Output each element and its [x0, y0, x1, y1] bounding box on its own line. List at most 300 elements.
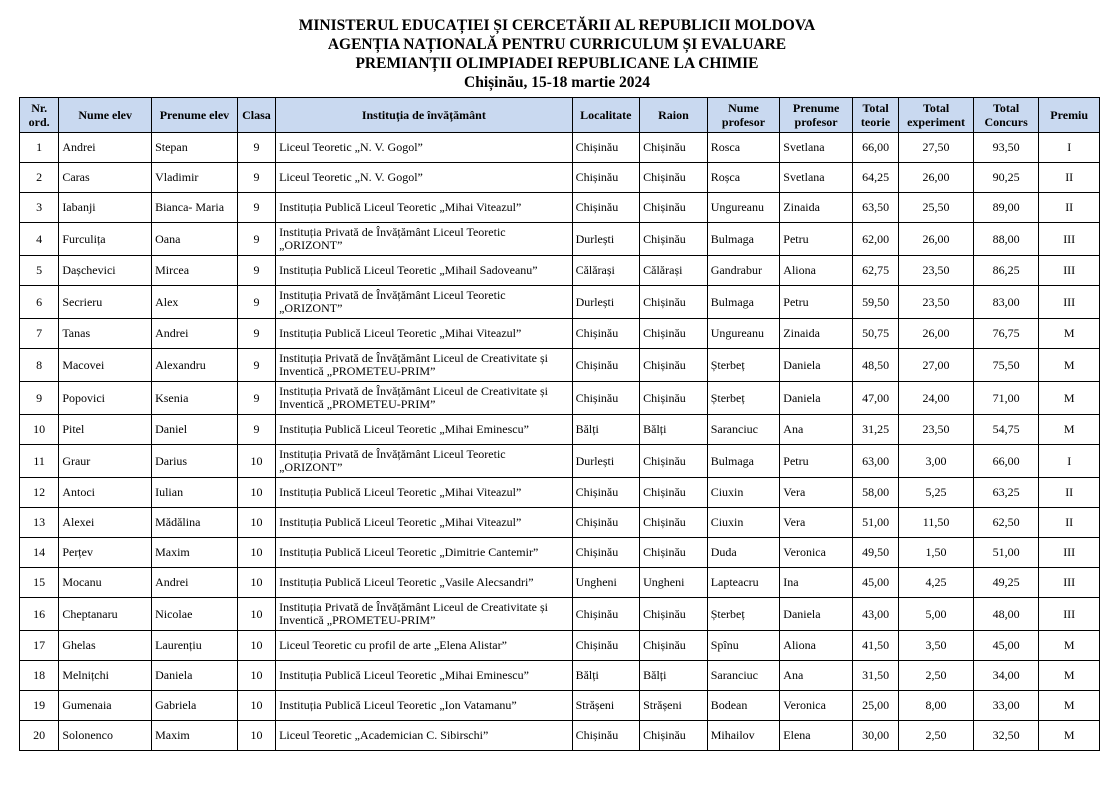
table-row [20, 133, 1100, 163]
cell-nume-elev: Solonenco [59, 721, 152, 751]
cell-total-experiment: 1,50 [899, 538, 974, 568]
table-row [20, 193, 1100, 223]
cell-total-concurs: 89,00 [973, 193, 1039, 223]
cell-clasa: 10 [237, 598, 275, 631]
cell-prenume-profesor: Daniela [780, 598, 853, 631]
cell-raion: Chișinău [640, 478, 708, 508]
cell-nr-ord: 9 [20, 382, 59, 415]
cell-total-experiment: 5,25 [899, 478, 974, 508]
cell-prenume-profesor: Daniela [780, 349, 853, 382]
cell-nume-profesor: Duda [707, 538, 780, 568]
cell-nume-profesor: Rosca [707, 133, 780, 163]
cell-raion: Chișinău [640, 721, 708, 751]
cell-nr-ord: 13 [20, 508, 59, 538]
cell-institutie: Instituția Publică Liceul Teoretic „Mihai Eminescu” [276, 661, 572, 691]
cell-prenume-elev: Oana [152, 223, 238, 256]
cell-total-concurs: 34,00 [973, 661, 1039, 691]
cell-localitate: Bălți [572, 415, 640, 445]
cell-nume-profesor: Bulmaga [707, 223, 780, 256]
cell-nr-ord: 5 [20, 256, 59, 286]
cell-localitate: Călărași [572, 256, 640, 286]
header-nume-elev: Nume elev [59, 98, 152, 133]
cell-total-experiment: 24,00 [899, 382, 974, 415]
table-row [20, 445, 1100, 478]
cell-clasa: 9 [237, 256, 275, 286]
cell-total-teorie: 62,00 [852, 223, 898, 256]
cell-raion: Chișinău [640, 445, 708, 478]
cell-prenume-profesor: Petru [780, 445, 853, 478]
cell-total-teorie: 48,50 [852, 349, 898, 382]
cell-clasa: 9 [237, 349, 275, 382]
cell-nume-elev: Tanas [59, 319, 152, 349]
cell-premiu: III [1039, 256, 1100, 286]
cell-nume-elev: Antoci [59, 478, 152, 508]
cell-institutie: Instituția Publică Liceul Teoretic „Mihai Viteazul” [276, 193, 572, 223]
cell-nr-ord: 3 [20, 193, 59, 223]
cell-total-concurs: 45,00 [973, 631, 1039, 661]
cell-total-teorie: 47,00 [852, 382, 898, 415]
cell-prenume-profesor: Aliona [780, 256, 853, 286]
cell-total-concurs: 75,50 [973, 349, 1039, 382]
table-row [20, 598, 1100, 631]
cell-total-teorie: 51,00 [852, 508, 898, 538]
cell-total-concurs: 49,25 [973, 568, 1039, 598]
cell-premiu: I [1039, 133, 1100, 163]
cell-clasa: 10 [237, 478, 275, 508]
cell-nr-ord: 17 [20, 631, 59, 661]
cell-nume-profesor: Șterbeț [707, 382, 780, 415]
cell-nume-profesor: Șterbeț [707, 349, 780, 382]
cell-institutie: Instituția Privată de Învățământ Liceul de Creativitate și Inventică „PROMETEU-PRIM” [276, 598, 572, 631]
cell-prenume-profesor: Elena [780, 721, 853, 751]
laureates-table [19, 97, 1100, 751]
cell-premiu: III [1039, 538, 1100, 568]
cell-nume-elev: Pitel [59, 415, 152, 445]
cell-prenume-profesor: Vera [780, 478, 853, 508]
cell-prenume-profesor: Aliona [780, 631, 853, 661]
cell-total-concurs: 32,50 [973, 721, 1039, 751]
cell-total-concurs: 66,00 [973, 445, 1039, 478]
cell-prenume-elev: Mircea [152, 256, 238, 286]
cell-total-teorie: 25,00 [852, 691, 898, 721]
cell-nume-profesor: Saranciuc [707, 415, 780, 445]
cell-localitate: Chișinău [572, 319, 640, 349]
cell-prenume-elev: Vladimir [152, 163, 238, 193]
header-prenume-profesor: Prenume profesor [780, 98, 853, 133]
cell-localitate: Chișinău [572, 538, 640, 568]
cell-localitate: Chișinău [572, 508, 640, 538]
cell-clasa: 9 [237, 319, 275, 349]
cell-total-experiment: 5,00 [899, 598, 974, 631]
cell-total-experiment: 3,00 [899, 445, 974, 478]
cell-clasa: 9 [237, 382, 275, 415]
cell-total-teorie: 41,50 [852, 631, 898, 661]
cell-clasa: 10 [237, 661, 275, 691]
table-row [20, 349, 1100, 382]
cell-clasa: 9 [237, 223, 275, 256]
cell-nume-profesor: Spînu [707, 631, 780, 661]
cell-prenume-profesor: Petru [780, 286, 853, 319]
cell-institutie: Instituția Publică Liceul Teoretic „Mihai Viteazul” [276, 319, 572, 349]
cell-nume-profesor: Mihailov [707, 721, 780, 751]
cell-total-teorie: 63,00 [852, 445, 898, 478]
cell-nr-ord: 15 [20, 568, 59, 598]
cell-nume-profesor: Ungureanu [707, 319, 780, 349]
cell-nume-profesor: Bulmaga [707, 445, 780, 478]
header-total-teorie: Total teorie [852, 98, 898, 133]
header-clasa: Clasa [237, 98, 275, 133]
cell-localitate: Durlești [572, 286, 640, 319]
cell-clasa: 10 [237, 445, 275, 478]
cell-prenume-elev: Andrei [152, 568, 238, 598]
cell-total-teorie: 31,50 [852, 661, 898, 691]
cell-raion: Bălți [640, 415, 708, 445]
cell-total-teorie: 43,00 [852, 598, 898, 631]
cell-nume-profesor: Ciuxin [707, 508, 780, 538]
cell-prenume-elev: Daniel [152, 415, 238, 445]
cell-total-concurs: 93,50 [973, 133, 1039, 163]
cell-total-teorie: 59,50 [852, 286, 898, 319]
cell-total-experiment: 4,25 [899, 568, 974, 598]
cell-total-experiment: 2,50 [899, 661, 974, 691]
table-row [20, 508, 1100, 538]
table-row [20, 661, 1100, 691]
cell-nr-ord: 2 [20, 163, 59, 193]
cell-total-concurs: 88,00 [973, 223, 1039, 256]
cell-raion: Chișinău [640, 223, 708, 256]
cell-prenume-elev: Darius [152, 445, 238, 478]
cell-total-teorie: 66,00 [852, 133, 898, 163]
cell-institutie: Instituția Publică Liceul Teoretic „Mihai Eminescu” [276, 415, 572, 445]
cell-nume-elev: Dașchevici [59, 256, 152, 286]
cell-institutie: Instituția Privată de Învățământ Liceul de Creativitate și Inventică „PROMETEU-PRIM” [276, 349, 572, 382]
cell-nume-profesor: Ciuxin [707, 478, 780, 508]
cell-total-concurs: 48,00 [973, 598, 1039, 631]
cell-nr-ord: 20 [20, 721, 59, 751]
cell-raion: Chișinău [640, 286, 708, 319]
cell-localitate: Bălți [572, 661, 640, 691]
cell-localitate: Chișinău [572, 382, 640, 415]
cell-institutie: Instituția Privată de Învățământ Liceul Teoretic „ORIZONT” [276, 445, 572, 478]
cell-premiu: I [1039, 445, 1100, 478]
header-institutie: Instituția de învățământ [276, 98, 572, 133]
table-row [20, 223, 1100, 256]
cell-premiu: M [1039, 631, 1100, 661]
cell-institutie: Liceul Teoretic cu profil de arte „Elena Alistar” [276, 631, 572, 661]
cell-nume-elev: Caras [59, 163, 152, 193]
cell-raion: Strășeni [640, 691, 708, 721]
cell-raion: Bălți [640, 661, 708, 691]
cell-nume-elev: Graur [59, 445, 152, 478]
cell-institutie: Liceul Teoretic „N. V. Gogol” [276, 163, 572, 193]
cell-total-teorie: 50,75 [852, 319, 898, 349]
cell-nume-elev: Secrieru [59, 286, 152, 319]
table-row [20, 382, 1100, 415]
cell-total-teorie: 45,00 [852, 568, 898, 598]
header-total-concurs: Total Concurs [973, 98, 1039, 133]
cell-total-teorie: 63,50 [852, 193, 898, 223]
cell-total-teorie: 58,00 [852, 478, 898, 508]
cell-nr-ord: 16 [20, 598, 59, 631]
cell-raion: Chișinău [640, 163, 708, 193]
cell-raion: Chișinău [640, 631, 708, 661]
cell-localitate: Chișinău [572, 478, 640, 508]
cell-prenume-elev: Gabriela [152, 691, 238, 721]
cell-localitate: Durlești [572, 445, 640, 478]
cell-prenume-profesor: Petru [780, 223, 853, 256]
cell-total-teorie: 30,00 [852, 721, 898, 751]
table-row [20, 319, 1100, 349]
cell-nume-elev: Alexei [59, 508, 152, 538]
cell-clasa: 10 [237, 631, 275, 661]
cell-clasa: 9 [237, 193, 275, 223]
cell-localitate: Chișinău [572, 349, 640, 382]
cell-nr-ord: 11 [20, 445, 59, 478]
header-nume-profesor: Nume profesor [707, 98, 780, 133]
cell-total-experiment: 8,00 [899, 691, 974, 721]
cell-localitate: Chișinău [572, 721, 640, 751]
table-row [20, 415, 1100, 445]
cell-raion: Chișinău [640, 319, 708, 349]
cell-clasa: 10 [237, 508, 275, 538]
cell-total-concurs: 51,00 [973, 538, 1039, 568]
table-body [20, 133, 1100, 751]
cell-prenume-elev: Laurențiu [152, 631, 238, 661]
cell-nume-profesor: Șterbeț [707, 598, 780, 631]
cell-total-concurs: 33,00 [973, 691, 1039, 721]
cell-total-experiment: 25,50 [899, 193, 974, 223]
table-row [20, 691, 1100, 721]
cell-institutie: Instituția Privată de Învățământ Liceul Teoretic „ORIZONT” [276, 286, 572, 319]
cell-total-experiment: 26,00 [899, 163, 974, 193]
cell-premiu: M [1039, 721, 1100, 751]
cell-premiu: III [1039, 286, 1100, 319]
cell-prenume-profesor: Daniela [780, 382, 853, 415]
cell-nr-ord: 7 [20, 319, 59, 349]
table-row [20, 478, 1100, 508]
cell-total-experiment: 26,00 [899, 319, 974, 349]
cell-prenume-profesor: Veronica [780, 691, 853, 721]
cell-localitate: Chișinău [572, 598, 640, 631]
cell-raion: Chișinău [640, 508, 708, 538]
cell-institutie: Instituția Privată de Învățământ Liceul Teoretic „ORIZONT” [276, 223, 572, 256]
cell-premiu: M [1039, 349, 1100, 382]
cell-nume-profesor: Saranciuc [707, 661, 780, 691]
cell-raion: Ungheni [640, 568, 708, 598]
ministry-title: MINISTERUL EDUCAȚIEI ȘI CERCETĂRII AL REPUBLICII MOLDOVA [298, 17, 816, 34]
cell-clasa: 9 [237, 415, 275, 445]
cell-clasa: 10 [237, 691, 275, 721]
cell-institutie: Instituția Publică Liceul Teoretic „Vasile Alecsandri” [276, 568, 572, 598]
cell-nume-elev: Perțev [59, 538, 152, 568]
cell-localitate: Ungheni [572, 568, 640, 598]
cell-total-experiment: 23,50 [899, 415, 974, 445]
cell-prenume-profesor: Ana [780, 415, 853, 445]
table-row [20, 631, 1100, 661]
header-raion: Raion [640, 98, 708, 133]
cell-nume-elev: Iabanji [59, 193, 152, 223]
cell-localitate: Chișinău [572, 193, 640, 223]
cell-prenume-elev: Ksenia [152, 382, 238, 415]
cell-raion: Chișinău [640, 598, 708, 631]
cell-nume-profesor: Gandrabur [707, 256, 780, 286]
cell-nr-ord: 1 [20, 133, 59, 163]
cell-institutie: Instituția Publică Liceul Teoretic „Mihail Sadoveanu” [276, 256, 572, 286]
cell-raion: Chișinău [640, 349, 708, 382]
cell-prenume-profesor: Ina [780, 568, 853, 598]
cell-institutie: Instituția Publică Liceul Teoretic „Mihai Viteazul” [276, 478, 572, 508]
cell-premiu: II [1039, 508, 1100, 538]
cell-nume-elev: Furculița [59, 223, 152, 256]
cell-prenume-profesor: Svetlana [780, 133, 853, 163]
cell-nume-profesor: Roșca [707, 163, 780, 193]
cell-nr-ord: 19 [20, 691, 59, 721]
cell-nr-ord: 6 [20, 286, 59, 319]
cell-nr-ord: 10 [20, 415, 59, 445]
cell-prenume-profesor: Ana [780, 661, 853, 691]
cell-prenume-elev: Alexandru [152, 349, 238, 382]
cell-clasa: 10 [237, 568, 275, 598]
cell-total-concurs: 86,25 [973, 256, 1039, 286]
cell-nume-elev: Melnițchi [59, 661, 152, 691]
cell-nume-profesor: Ungureanu [707, 193, 780, 223]
cell-institutie: Instituția Privată de Învățământ Liceul de Creativitate și Inventică „PROMETEU-PRIM” [276, 382, 572, 415]
cell-total-experiment: 26,00 [899, 223, 974, 256]
header-total-experiment: Total experiment [899, 98, 974, 133]
table-row [20, 256, 1100, 286]
cell-localitate: Durlești [572, 223, 640, 256]
cell-localitate: Strășeni [572, 691, 640, 721]
cell-nume-elev: Macovei [59, 349, 152, 382]
cell-nr-ord: 8 [20, 349, 59, 382]
cell-total-experiment: 2,50 [899, 721, 974, 751]
cell-total-concurs: 71,00 [973, 382, 1039, 415]
cell-total-experiment: 23,50 [899, 256, 974, 286]
cell-total-concurs: 62,50 [973, 508, 1039, 538]
cell-prenume-elev: Nicolae [152, 598, 238, 631]
cell-premiu: II [1039, 478, 1100, 508]
cell-clasa: 9 [237, 133, 275, 163]
cell-prenume-elev: Maxim [152, 721, 238, 751]
cell-total-concurs: 63,25 [973, 478, 1039, 508]
cell-total-concurs: 83,00 [973, 286, 1039, 319]
cell-raion: Chișinău [640, 538, 708, 568]
cell-total-concurs: 90,25 [973, 163, 1039, 193]
cell-premiu: III [1039, 223, 1100, 256]
cell-total-teorie: 49,50 [852, 538, 898, 568]
cell-total-experiment: 27,50 [899, 133, 974, 163]
cell-nume-profesor: Lapteacru [707, 568, 780, 598]
cell-prenume-elev: Alex [152, 286, 238, 319]
cell-premiu: II [1039, 163, 1100, 193]
cell-prenume-elev: Iulian [152, 478, 238, 508]
olympiad-title: PREMIANȚII OLIMPIADEI REPUBLICANE LA CHIMIE [355, 55, 759, 72]
cell-premiu: M [1039, 691, 1100, 721]
cell-institutie: Instituția Publică Liceul Teoretic „Dimitrie Cantemir” [276, 538, 572, 568]
cell-prenume-profesor: Svetlana [780, 163, 853, 193]
cell-institutie: Liceul Teoretic „Academician C. Sibirschi” [276, 721, 572, 751]
cell-premiu: M [1039, 415, 1100, 445]
cell-premiu: M [1039, 661, 1100, 691]
table-row [20, 568, 1100, 598]
cell-clasa: 10 [237, 538, 275, 568]
header-localitate: Localitate [572, 98, 640, 133]
cell-prenume-profesor: Vera [780, 508, 853, 538]
cell-nr-ord: 12 [20, 478, 59, 508]
cell-nr-ord: 14 [20, 538, 59, 568]
cell-total-concurs: 76,75 [973, 319, 1039, 349]
cell-localitate: Chișinău [572, 133, 640, 163]
document-header [0, 16, 1114, 92]
cell-prenume-elev: Stepan [152, 133, 238, 163]
cell-premiu: II [1039, 193, 1100, 223]
cell-raion: Călărași [640, 256, 708, 286]
event-date-location: Chișinău, 15-18 martie 2024 [464, 74, 650, 91]
cell-clasa: 9 [237, 286, 275, 319]
cell-total-concurs: 54,75 [973, 415, 1039, 445]
cell-prenume-elev: Daniela [152, 661, 238, 691]
cell-total-teorie: 64,25 [852, 163, 898, 193]
cell-prenume-elev: Mădălina [152, 508, 238, 538]
cell-total-experiment: 3,50 [899, 631, 974, 661]
table-header-row [20, 98, 1100, 133]
table-row [20, 163, 1100, 193]
cell-nume-elev: Mocanu [59, 568, 152, 598]
cell-clasa: 10 [237, 721, 275, 751]
cell-nr-ord: 18 [20, 661, 59, 691]
cell-institutie: Instituția Publică Liceul Teoretic „Mihai Viteazul” [276, 508, 572, 538]
cell-total-experiment: 27,00 [899, 349, 974, 382]
cell-total-experiment: 11,50 [899, 508, 974, 538]
cell-localitate: Chișinău [572, 163, 640, 193]
cell-raion: Chișinău [640, 133, 708, 163]
cell-prenume-profesor: Zinaida [780, 319, 853, 349]
cell-nume-profesor: Bodean [707, 691, 780, 721]
header-nr-ord: Nr. ord. [20, 98, 59, 133]
cell-prenume-profesor: Zinaida [780, 193, 853, 223]
table-row [20, 538, 1100, 568]
cell-institutie: Instituția Publică Liceul Teoretic „Ion Vatamanu” [276, 691, 572, 721]
agency-title: AGENȚIA NAȚIONALĂ PENTRU CURRICULUM ȘI EVALUARE [327, 36, 787, 53]
cell-prenume-elev: Bianca- Maria [152, 193, 238, 223]
header-prenume-elev: Prenume elev [152, 98, 238, 133]
cell-nume-elev: Cheptanaru [59, 598, 152, 631]
cell-institutie: Liceul Teoretic „N. V. Gogol” [276, 133, 572, 163]
cell-total-teorie: 62,75 [852, 256, 898, 286]
cell-nume-elev: Andrei [59, 133, 152, 163]
cell-raion: Chișinău [640, 193, 708, 223]
cell-total-experiment: 23,50 [899, 286, 974, 319]
cell-nr-ord: 4 [20, 223, 59, 256]
cell-premiu: III [1039, 568, 1100, 598]
cell-localitate: Chișinău [572, 631, 640, 661]
header-premiu: Premiu [1039, 98, 1100, 133]
cell-nume-elev: Gumenaia [59, 691, 152, 721]
table-row [20, 286, 1100, 319]
cell-prenume-elev: Andrei [152, 319, 238, 349]
cell-premiu: M [1039, 382, 1100, 415]
cell-prenume-profesor: Veronica [780, 538, 853, 568]
cell-clasa: 9 [237, 163, 275, 193]
cell-nume-elev: Popovici [59, 382, 152, 415]
cell-raion: Chișinău [640, 382, 708, 415]
cell-premiu: M [1039, 319, 1100, 349]
cell-nume-elev: Ghelas [59, 631, 152, 661]
cell-nume-profesor: Bulmaga [707, 286, 780, 319]
cell-premiu: III [1039, 598, 1100, 631]
table-row [20, 721, 1100, 751]
cell-total-teorie: 31,25 [852, 415, 898, 445]
